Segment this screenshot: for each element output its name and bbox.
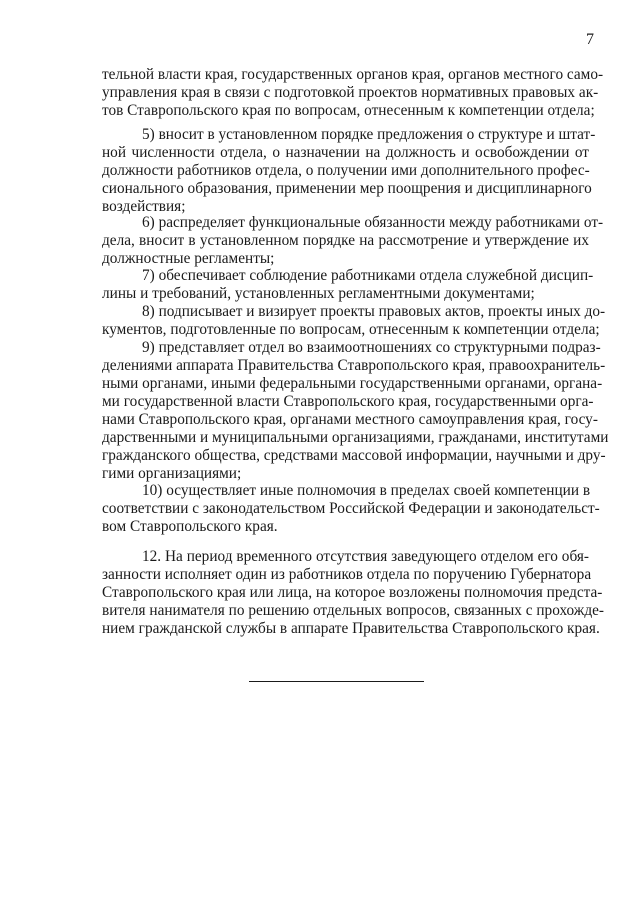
text-line: ными органами, иными федеральными государственными органами, органа-: [102, 375, 603, 392]
text-line: нами Ставропольского края, органами местного самоуправления края, госу-: [102, 411, 598, 428]
text-line: должностные регламенты;: [102, 250, 275, 267]
text-line: дарственными и муниципальными организациями, гражданами, институтами: [102, 429, 609, 446]
text-line: дела, вносит в установленном порядке на рассмотрение и утверждение их: [102, 232, 589, 249]
text-line: 10) осуществляет иные полномочия в пределах своей компетенции в: [142, 482, 591, 499]
text-line: вом Ставропольского края.: [102, 518, 278, 535]
text-line: управления края в связи с подготовкой проектов нормативных правовых ак-: [102, 84, 599, 101]
text-line: гражданского общества, средствами массовой информации, научными и дру-: [102, 447, 606, 464]
text-line: занности исполняет один из работников отдела по поручению Губернатора: [102, 566, 592, 583]
text-line: воздействия;: [102, 198, 186, 215]
text-line: 12. На период временного отсутствия заведующего отделом его обя-: [142, 548, 589, 565]
text-line: 6) распределяет функциональные обязанности между работниками от-: [142, 214, 604, 231]
text-line: гими организациями;: [102, 465, 242, 482]
text-line: лины и требований, установленных регламентными документами;: [102, 285, 535, 302]
text-line: тельной власти края, государственных органов края, органов местного само-: [102, 66, 604, 83]
text-line: 7) обеспечивает соблюдение работниками отдела служебной дисцип-: [142, 267, 594, 284]
text-line: тов Ставропольского края по вопросам, отнесенным к компетенции отдела;: [102, 102, 595, 119]
text-line: вителя нанимателя по решению отдельных вопросов, связанных с прохожде-: [102, 602, 605, 619]
text-line: ми государственной власти Ставропольского края, государственными орга-: [102, 393, 594, 410]
closing-rule: [249, 681, 424, 682]
text-line: 9) представляет отдел во взаимоотношениях со структурными подраз-: [142, 339, 601, 356]
text-line: делениями аппарата Правительства Ставропольского края, правоохранитель-: [102, 357, 606, 374]
text-line: Ставропольского края или лица, на которое возложены полномочия предста-: [102, 584, 603, 601]
text-line: соответствии с законодательством Российской Федерации и законодательст-: [102, 500, 600, 517]
text-line: сионального образования, применении мер поощрения и дисциплинарного: [102, 180, 592, 197]
text-line: должности работников отдела, о получении ими дополнительного профес-: [102, 162, 590, 179]
page-number: 7: [586, 31, 594, 48]
text-line: 8) подписывает и визирует проекты правовых актов, проекты иных до-: [142, 303, 606, 320]
text-line: нием гражданской службы в аппарате Правительства Ставропольского края.: [102, 620, 600, 637]
text-line: 5) вносит в установленном порядке предложения о структуре и штат-: [142, 126, 596, 143]
text-line: кументов, подготовленные по вопросам, отнесенным к компетенции отдела;: [102, 321, 600, 338]
text-line: ной численности отдела, о назначении на должность и освобождении от: [102, 144, 589, 161]
